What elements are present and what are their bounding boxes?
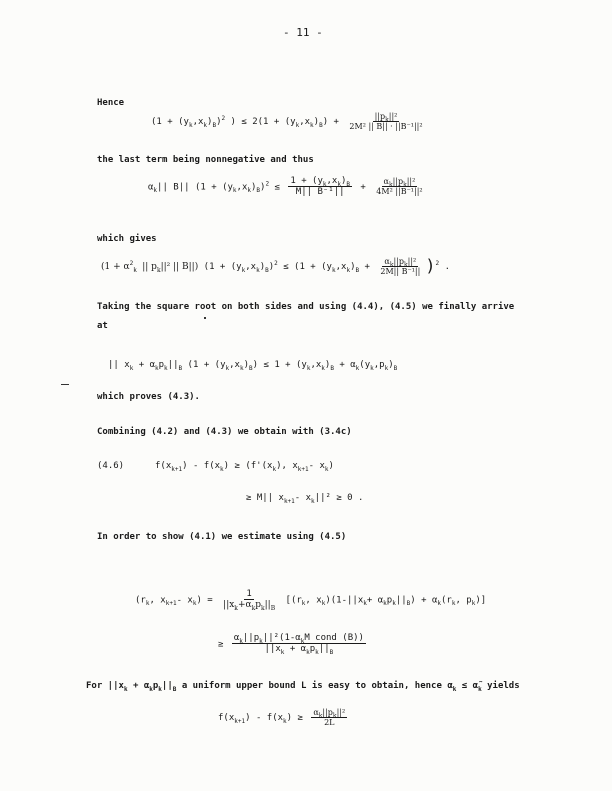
eq5-lhs: (r xyxy=(135,595,146,606)
eq3-mid: || p xyxy=(142,262,157,273)
for-yields: yields xyxy=(487,681,520,691)
text-taking-2: at xyxy=(97,321,108,331)
eq5-fraction: $\frac{1}{||x_k+\alpha_kp_k||_B}$ xyxy=(223,589,276,613)
eq5-rest: [(r xyxy=(285,595,302,606)
eq6-den: ||x xyxy=(264,644,281,655)
equation-1: $(1 + (y_k,x_k)_B)^2$ ) ≤ $2(1 + (y_k,x_k)_B)$ + $\frac{||p_k||^2}{\text{2M² || B|| · ||B⁻¹||²}}$ xyxy=(151,112,423,132)
eq7-den: 2L xyxy=(324,718,335,728)
stray-mark xyxy=(204,317,206,319)
margin-dash xyxy=(61,384,69,385)
eq2-num1: 1 + (y xyxy=(290,176,323,186)
equation-2: $\alpha_k||$ B|| $(1 + (y_k,x_k)_B)^2$ ≤ $\frac{1 + (y_k,x_k)_B}{\text{M|| B⁻¹||}}$ + $\frac{\alpha_k||p_k||^2}{\text{4M² ||B⁻¹||²}}$ xyxy=(148,176,423,198)
eq5-den: ||x xyxy=(223,600,235,611)
eq5-num: 1 xyxy=(246,589,252,599)
equation-7: $f(x_{k+1}) - f(x_k)$ ≥ $\frac{\alpha_k||p_k||^2}{2L}$ xyxy=(218,708,346,728)
eq6-fraction: $\frac{\alpha_k||p_k||^2(1-\alpha_kM cond (B))}{||x_k + \alpha_kp_k||_B}$ xyxy=(233,633,364,657)
equation-6: ≥ $\frac{\alpha_k||p_k||^2(1-\alpha_kM cond (B))}{||x_k + \alpha_kp_k||_B}$ xyxy=(218,633,364,657)
equation-4-6-line-1: $f(x_{k+1}) - f(x_k) \ge (f'(x_k)$, $x_{k+1}-$ $x_k$) xyxy=(155,461,334,473)
eq2-fraction-1: $\frac{1 + (y_k,x_k)_B}{\text{M|| B⁻¹||}}$ xyxy=(290,176,351,198)
text-last-term: the last term being nonnegative and thus xyxy=(97,155,314,165)
eq4-text: || x xyxy=(108,360,130,370)
text-taking-1: Taking the square root on both sides and using (4.4), (4.5) we finally arrive xyxy=(97,302,515,312)
eq1-mid: ) ≤ 2(1 + (y xyxy=(230,117,296,128)
eq46-line2: ≥ M|| x xyxy=(246,493,284,503)
text-in-order: In order to show (4.1) we estimate using (4.5) xyxy=(97,532,347,542)
equation-label-4-6: (4.6) xyxy=(97,461,125,471)
eq2-fraction-2: $\frac{\alpha_k||p_k||^2}{\text{4M² ||B⁻¹||²}}$ xyxy=(376,177,423,197)
eq2-num2: α xyxy=(383,177,389,187)
eq7-fraction: $\frac{\alpha_k||p_k||^2}{2L}$ xyxy=(313,708,346,728)
for-text: a uniform upper bound L is easy to obtain, hence α xyxy=(181,681,453,691)
eq46-line1: f(x xyxy=(155,461,172,471)
eq1-denominator: 2M² || B|| · ||B⁻¹||² xyxy=(349,122,423,132)
text-hence: Hence xyxy=(97,98,125,108)
equation-4-6-line-2: ≥ M|| $x_{k+1}-$ $x_k||^2 \ge 0$ . xyxy=(246,493,364,505)
eq3-lhs: (1 + α xyxy=(101,262,130,273)
eq3-fraction: $\frac{\alpha_k||p_k||^2}{\text{2M|| B⁻¹||}}$ xyxy=(380,257,421,277)
eq7-lhs: f(x xyxy=(218,713,235,724)
for-prefix: For ||x xyxy=(86,681,124,691)
eq3-rest: (1 + (y xyxy=(203,262,242,273)
eq3-num: α xyxy=(384,257,390,266)
page-number: - 11 - xyxy=(283,26,323,39)
eq6-num: α xyxy=(233,633,240,643)
equation-4: || $x_k + \alpha_kp_k||_B$ $(1 + (y_k,x_k)_B) \le 1 + (y_k,x_k)_B + \alpha_k(y_k,p_k)_B$ xyxy=(108,360,398,372)
text-for-line: For $||x_k + \alpha_kp_k||_B$ a uniform upper bound L is easy to obtain, hence $\alpha_k$ ≤ $\alphã_k$ yields xyxy=(86,681,520,693)
equation-3: ($1 + \alpha^2_k$ || $p_k||^2$ || B||) $(1 + (y_k,x_k)_B)^2 \le (1 + (y_k,x_k)_B$ + $\frac{\alpha_k||p_k||^2}{\text{2M|| B⁻¹||}}$ )$^2$ . xyxy=(101,256,451,277)
eq2-den2: 4M² ||B⁻¹||² xyxy=(376,187,423,197)
eq3-den: 2M|| B⁻¹|| xyxy=(380,267,421,277)
eq7-num: α xyxy=(313,708,319,717)
eq1-fraction: $\frac{||p_k||^2}{\text{2M² || B|| · ||B⁻¹||²}}$ xyxy=(349,112,423,132)
text-combining: Combining (4.2) and (4.3) we obtain with (3.4c) xyxy=(97,427,352,437)
eq2-den1: M|| B⁻¹|| xyxy=(295,187,345,198)
eq1-numerator: ||p xyxy=(374,112,386,121)
text-which-proves: which proves (4.3). xyxy=(97,392,200,402)
eq2-lhs: || B|| (1 + (y xyxy=(157,182,233,193)
equation-5: ($r_k$, $x_{k+1}-$ $x_k$) = $\frac{1}{||x_k+\alpha_kp_k||_B}$ [($r_k$, $x_k)(1-||x_k+ \alpha_kp_k||_B) + \alpha_k(r_k$, $p_k$)] xyxy=(135,589,487,613)
eq1-lhs: (1 + (y xyxy=(151,117,189,128)
text-which-gives: which gives xyxy=(97,234,157,244)
